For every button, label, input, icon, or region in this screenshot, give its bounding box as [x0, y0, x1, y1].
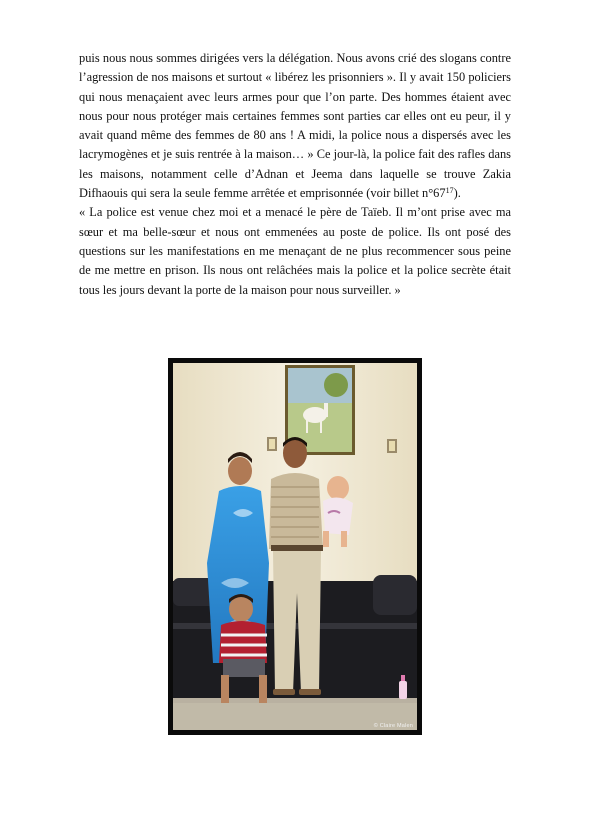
paragraph: [79, 203, 511, 299]
photo-credit: © Claire Malen: [373, 723, 413, 729]
lantern-left: [267, 437, 277, 451]
paragraph-text-end: ).: [453, 186, 461, 201]
family-photo: [168, 358, 422, 735]
paragraph-text: puis nous nous sommes dirigées vers la délégation. Nous avons crié des slogans contre l’agression de nos maisons et surtout « libérez les prisonniers ». Il y avait 150 policiers qui nous menaçaient avec leurs armes pour que l’on parte. Des hommes étaient avec nous pour nous protéger mais certaines femmes sont parties car elles ont eu peur, il y avait quand même des femmes de 80 ans ! A midi, la police nous a dispersés avec les lacrymogènes et je suis rentrée à la maison… » Ce jour-là, la police fait des rafles dans les maisons, notamment celle d’Adnan et Jeema dans laquelle se trouve Zakia Difhaouis qui sera la seule femme arrêtée et emprisonnée (voir billet n°67: [79, 51, 511, 201]
lantern-right: [387, 439, 397, 453]
body-text: [79, 49, 511, 300]
footnote-reference[interactable]: 17: [445, 186, 454, 196]
paragraph: [79, 49, 511, 203]
quote-text: « La police est venue chez moi et a menacé le père de Taïeb. Il m’ont prise avec ma sœur et ma belle-sœur et nous ont emmenées au poste de police. Ils ont posé des questions sur les manifestations en me menaçant de ne plus recommencer sous peine de me mettre en prison. Ils nous ont relâchées mais la police et la police secrète était tous les jours devant la porte de la maison pour nous surveiller. »: [79, 205, 511, 297]
family-photo-illustration: [173, 363, 417, 730]
